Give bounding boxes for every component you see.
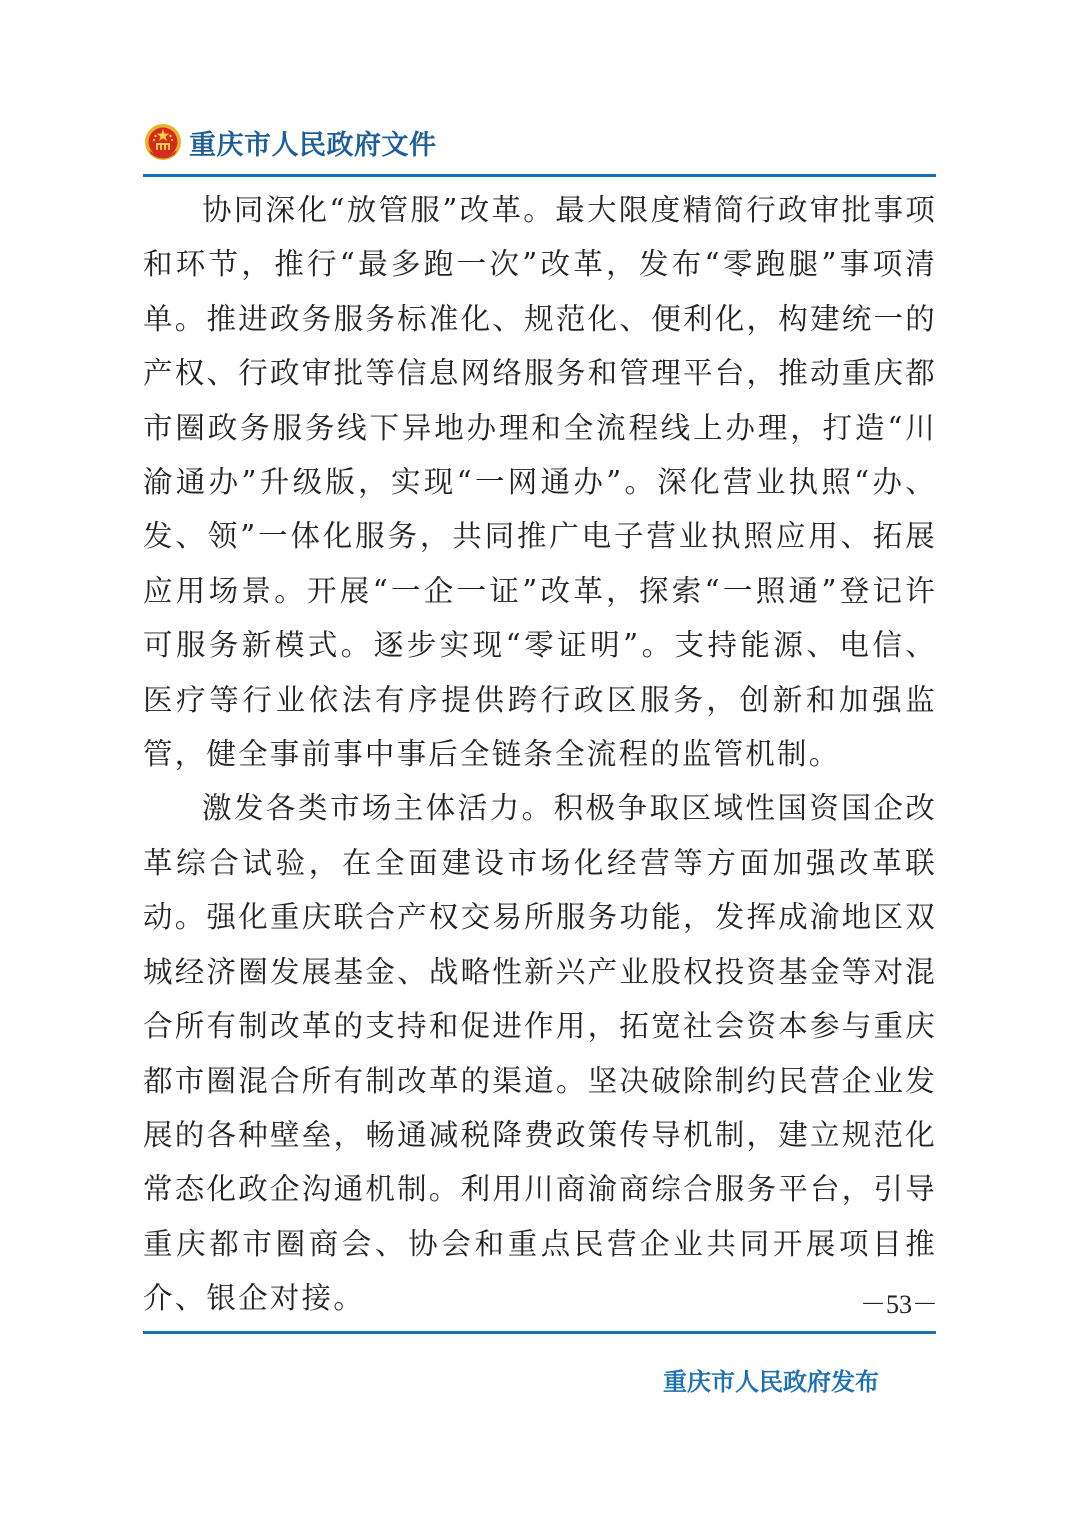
document-body (143, 183, 937, 1326)
header-divider (143, 174, 936, 177)
footer-publisher: 重庆市人民政府发布 (663, 1368, 879, 1396)
page-number: －53－ (859, 1290, 938, 1319)
national-emblem-icon (143, 122, 183, 162)
document-header (143, 118, 437, 166)
footer-divider (143, 1331, 936, 1334)
body-paragraph: 协同深化“放管服”改革。最大限度精简行政审批事项和环节，推行“最多跑一次”改革，发布“零跑腿”事项清单。推进政务服务标准化、规范化、便利化，构建统一的产权、行政审批等信息网络服务和管理平台，推动重庆都市圈政务服务线下异地办理和全流程线上办理，打造“川渝通办”升级版，实现“一网通办”。深化营业执照“办、发、领”一体化服务，共同推广电子营业执照应用、拓展应用场景。开展“一企一证”改革，探索“一照通”登记许可服务新模式。逐步实现“零证明”。支持能源、电信、医疗等行业依法有序提供跨行政区服务，创新和加强监管，健全事前事中事后全链条全流程的监管机制。 (143, 193, 937, 772)
body-paragraph: 激发各类市场主体活力。积极争取区域性国资国企改革综合试验，在全面建设市场化经营等方面加强改革联动。强化重庆联合产权交易所服务功能，发挥成渝地区双城经济圈发展基金、战略性新兴产业股权投资基金等对混合所有制改革的支持和促进作用，拓宽社会资本参与重庆都市圈混合所有制改革的渠道。坚决破除制约民营企业发展的各种壁垒，畅通减税降费政策传导机制，建立规范化常态化政企沟通机制。利用川商渝商综合服务平台，引导重庆都市圈商会、协会和重点民营企业共同开展项目推介、银企对接。 (143, 791, 937, 1316)
header-title: 重庆市人民政府文件 (189, 129, 437, 161)
